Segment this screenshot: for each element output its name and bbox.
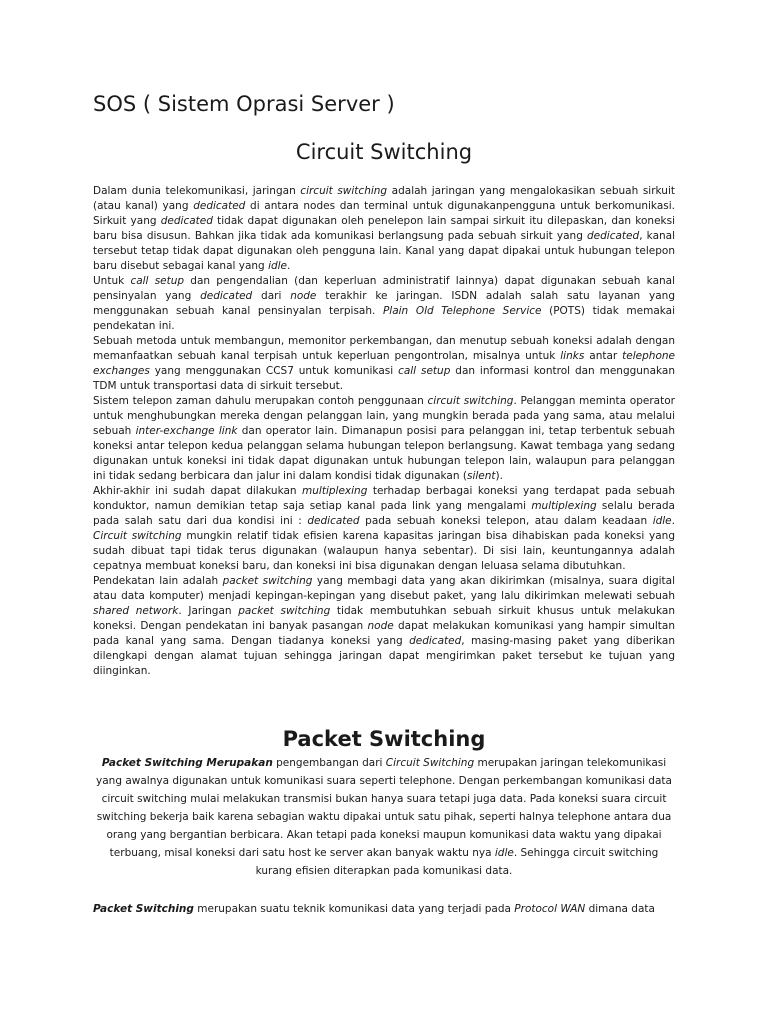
italic-term: shared network [93, 605, 179, 617]
italic-term: telephone exchanges [93, 350, 675, 377]
paragraph: Packet Switching Merupakan pengembangan dari Circuit Switching merupakan jaringan telekomunikasi yang awalnya digunakan untuk komunikasi suara seperti telephone. Dengan perkembangan komunikasi data circuit switching mulai melakukan transmisi bukan hanya suara tetapi juga data. Pada koneksi suara circuit switching bekerja baik karena sebagian waktu dipakai untuk satu pihak, seperti halnya telephone antara dua orang yang bergantian berbicara. Akan tetapi pada koneksi maupun komunikasi data waktu yang dipakai terbuang, misal koneksi dari satu host ke server akan banyak waktu nya idle. Sehingga circuit switching kurang efisien diterapkan pada komunikasi data. [96, 757, 672, 877]
italic-term: Plain Old Telephone Service [382, 305, 542, 317]
italic-term: Circuit Switching [385, 757, 475, 769]
italic-term: idle [494, 847, 514, 859]
italic-term: dedicated [307, 515, 360, 527]
bold-text: Packet Switching Merupakan [101, 757, 273, 769]
italic-term: inter-exchange link [135, 425, 238, 437]
italic-term: packet switching [238, 605, 331, 617]
italic-term: Protocol WAN [514, 903, 586, 915]
italic-term: circuit switching [427, 395, 514, 407]
italic-term: idle [268, 260, 288, 272]
italic-term: call setup [398, 365, 451, 377]
packet-switching-intro [93, 754, 675, 880]
italic-term: multiplexing [302, 485, 368, 497]
circuit-switching-body [93, 184, 675, 679]
italic-term: dedicated [160, 215, 213, 227]
paragraph: Packet Switching merupakan suatu teknik komunikasi data yang terjadi pada Protocol WAN dimana data [93, 903, 655, 915]
italic-term: idle [652, 515, 672, 527]
italic-term: dedicated [193, 200, 246, 212]
italic-term: circuit switching [300, 185, 388, 197]
paragraph: Sebuah metoda untuk membangun, memonitor perkembangan, dan menutup sebuah koneksi adalah dengan memanfaatkan sebuah kanal terpisah untuk keperluan pengontrolan, misalnya untuk links antar telephone exchanges yang menggunakan CCS7 untuk komunikasi call setup dan informasi kontrol dan menggunakan TDM untuk transportasi data di sirkuit tersebut. [93, 335, 675, 392]
italic-term: node [367, 620, 394, 632]
packet-switching-body [93, 902, 675, 917]
italic-term: silent [466, 470, 496, 482]
italic-term: links [560, 350, 585, 362]
paragraph: Dalam dunia telekomunikasi, jaringan circuit switching adalah jaringan yang mengalokasikan sebuah sirkuit (atau kanal) yang dedicated di antara nodes dan terminal untuk digunakanpengguna untuk berkomunikasi. Sirkuit yang dedicated tidak dapat digunakan oleh penelepon lain sampai sirkuit itu dilepaskan, dan koneksi baru bisa disusun. Bahkan jika tidak ada komunikasi berlangsung pada sebuah sirkuit yang dedicated, kanal tersebut tetap tidak dapat digunakan oleh pengguna lain. Kanal yang dapat dipakai untuk hubungan telepon baru disebut sebagai kanal yang idle. [93, 185, 676, 272]
italic-term: node [290, 290, 317, 302]
paragraph: Sistem telepon zaman dahulu merupakan contoh penggunaan circuit switching. Pelanggan meminta operator untuk menghubungkan mereka dengan pelanggan lain, yang mungkin berada pada yang sama, atau melalui sebuah inter-exchange link dan operator lain. Dimanapun posisi para pelanggan ini, tetap terbentuk sebuah koneksi antar telepon kedua pelanggan selama hubungan telepon berlangsung. Kawat tembaga yang sedang digunakan untuk koneksi ini tidak dapat digunakan untuk hubungan telepon lain, walaupun para pelanggan ini tidak sedang berbicara dan jalur ini dalam kondisi tidak digunakan (silent). [93, 395, 676, 482]
section-title-packet-switching: Packet Switching [282, 727, 486, 751]
paragraph: Untuk call setup dan pengendalian (dan keperluan administratif lainnya) dapat digunakan sebuah kanal pensinyalan yang dedicated dari node terakhir ke jaringan. ISDN adalah salah satu layanan yang menggunakan sebuah kanal pensinyalan terpisah. Plain Old Telephone Service (POTS) tidak memakai pendekatan ini. [93, 275, 676, 332]
paragraph: Akhir-akhir ini sudah dapat dilakukan multiplexing terhadap berbagai koneksi yang terdapat pada sebuah konduktor, namun demikian tetap saja setiap kanal pada link yang mengalami multiplexing selalu berada pada salah satu dari dua kondisi ini : dedicated pada sebuah koneksi telepon, atau dalam keadaan idle. Circuit switching mungkin relatif tidak efisien karena kapasitas jaringan bisa dihabiskan pada koneksi yang sudah dibuat tapi tidak terus digunakan (walaupun hanya sebentar). Di sisi lain, keuntungannya adalah cepatnya membuat koneksi baru, dan koneksi ini bisa digunakan dengan leluasa selama dibutuhkan. [93, 485, 675, 572]
document-title: SOS ( Sistem Oprasi Server ) [93, 92, 395, 116]
italic-term: dedicated [409, 635, 462, 647]
italic-term: dedicated [200, 290, 253, 302]
italic-term: dedicated [587, 230, 640, 242]
section-title-circuit-switching: Circuit Switching [295, 140, 473, 164]
italic-term: Circuit switching [93, 530, 182, 542]
italic-term: multiplexing [531, 500, 597, 512]
bold-text: Packet Switching [93, 903, 194, 915]
italic-term: packet switching [222, 575, 313, 587]
paragraph: Pendekatan lain adalah packet switching yang membagi data yang akan dikirimkan (misalnya, suara digital atau data komputer) menjadi kepingan-kepingan yang disebut paket, yang lalu dikirimkan melewati sebuah shared network. Jaringan packet switching tidak membutuhkan sebuah sirkuit khusus untuk melakukan koneksi. Dengan pendekatan ini banyak pasangan node dapat melakukan komunikasi yang hampir simultan pada kanal yang sama. Dengan tiadanya koneksi yang dedicated, masing-masing paket yang diberikan dilengkapi dengan alamat tujuan sehingga jaringan dapat mengirimkan paket tersebut ke tujuan yang diinginkan. [93, 575, 676, 677]
italic-term: call setup [130, 275, 185, 287]
